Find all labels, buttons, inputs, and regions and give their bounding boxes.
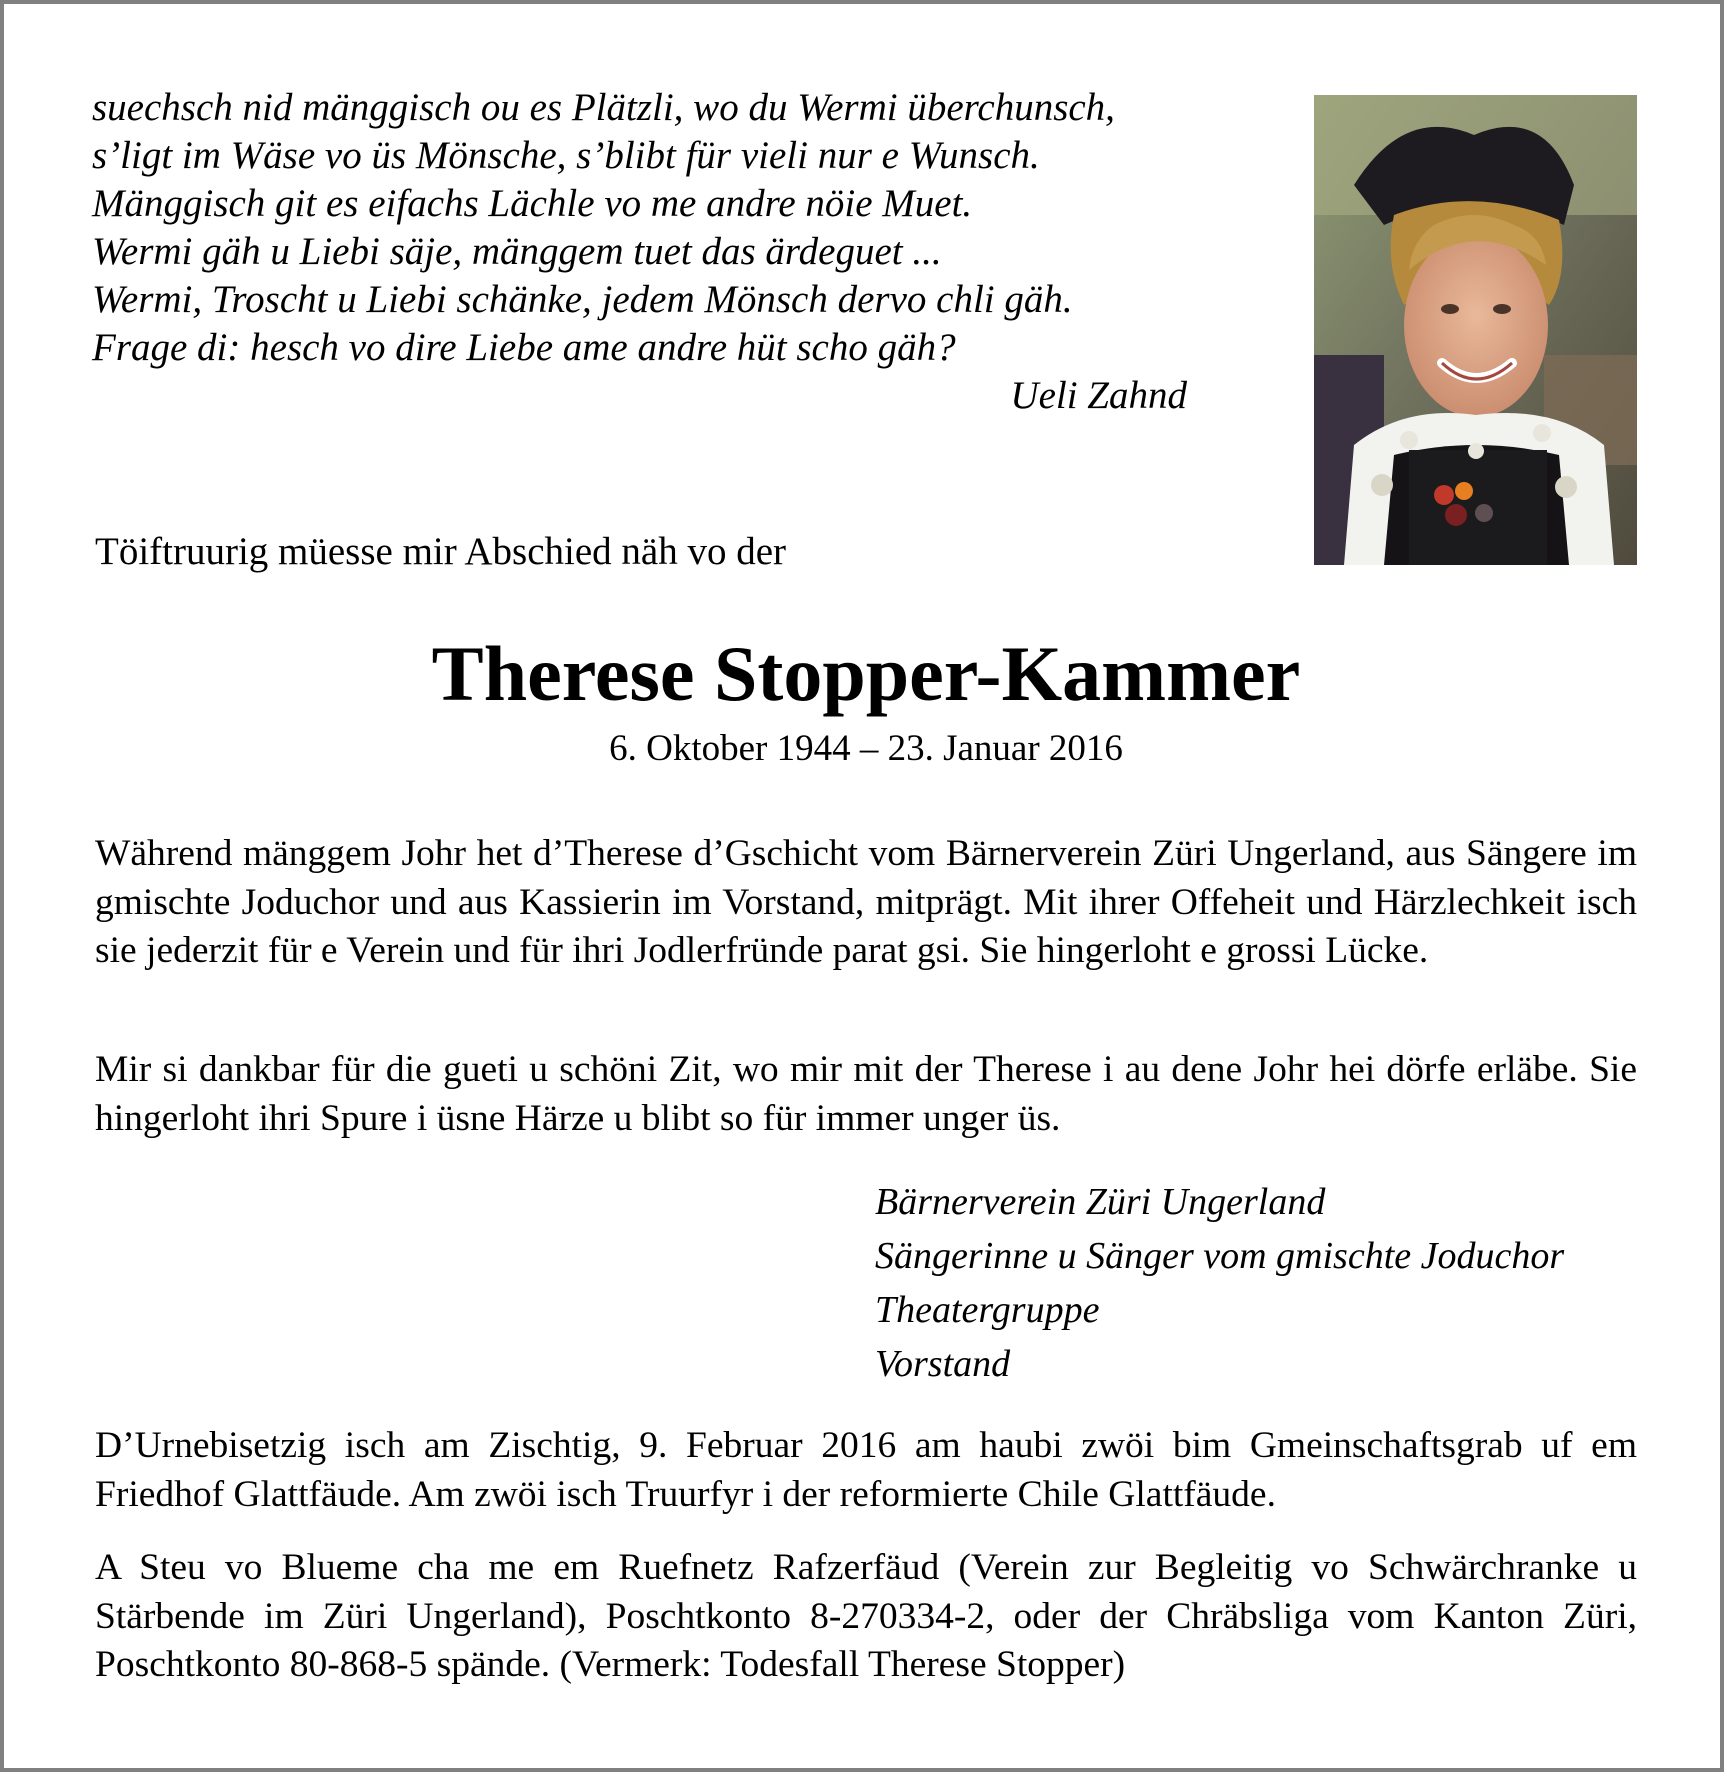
life-dates: 6. Oktober 1944 – 23. Januar 2016: [609, 728, 1123, 769]
deceased-name: Therese Stopper-Kammer: [431, 630, 1301, 717]
portrait-illustration: [1314, 95, 1637, 565]
poem: [92, 84, 1212, 420]
poem-author: Ueli Zahnd: [1010, 374, 1187, 417]
signer: Vorstand: [875, 1343, 1011, 1385]
funeral-paragraph: D’Urnebisetzig isch am Zischtig, 9. Februar 2016 am haubi zwöi bim Gmeinschaftsgrab uf em Friedhof Glattfäude. Am zwöi isch Truurfyr i der reformierte Chile Glattfäude.: [95, 1425, 1637, 1515]
thanks-paragraph: Mir si dankbar für die gueti u schöni Zit, wo mir mit der Therese i au dene Johr hei dörfe erläbe. Sie hingerloht ihri Spure i üsne Härze u blibt so für immer unger üs.: [95, 1049, 1637, 1139]
portrait-photo: [1314, 95, 1637, 565]
signers: [875, 1175, 1564, 1391]
intro-line: Töiftruurig müesse mir Abschied näh vo der: [95, 530, 787, 573]
donations-paragraph: A Steu vo Blueme cha me em Ruefnetz Rafzerfäud (Verein zur Begleitig vo Schwärchranke u Stärbende im Züri Ungerland), Poschtkonto 8-270334-2, oder der Chräbsliga vom Kanton Züri, Poschtkonto 80-868-5 spände. (Vermerk: Todesfall Therese Stopper): [95, 1547, 1637, 1685]
poem-line: suechsch nid mänggisch ou es Plätzli, wo du Wermi überchunsch,: [92, 86, 1115, 129]
signer: Bärnerverein Züri Ungerland: [875, 1181, 1326, 1223]
poem-line: s’ligt im Wäse vo üs Mönsche, s’blibt für vieli nur e Wunsch.: [92, 134, 1040, 177]
signer: Theatergruppe: [875, 1289, 1100, 1331]
signer: Sängerinne u Sänger vom gmischte Joduchor: [875, 1235, 1565, 1277]
poem-line: Mänggisch git es eifachs Lächle vo me andre nöie Muet.: [92, 182, 973, 225]
tribute-paragraph: Während mänggem Johr het d’Therese d’Gschicht vom Bärnerverein Züri Ungerland, aus Sängere im gmischte Joduchor und aus Kassierin im Vorstand, mitprägt. Mit ihrer Offeheit und Härzlechkeit isch sie jederzit für e Verein und für ihri Jodlerfründe parat gsi. Sie hingerloht e grossi Lücke.: [95, 833, 1637, 971]
poem-line: Wermi, Troscht u Liebi schänke, jedem Mönsch dervo chli gäh.: [92, 278, 1073, 321]
poem-line: Wermi gäh u Liebi säje, mänggem tuet das ärdeguet ...: [92, 230, 942, 273]
poem-line: Frage di: hesch vo dire Liebe ame andre hüt scho gäh?: [92, 326, 956, 369]
